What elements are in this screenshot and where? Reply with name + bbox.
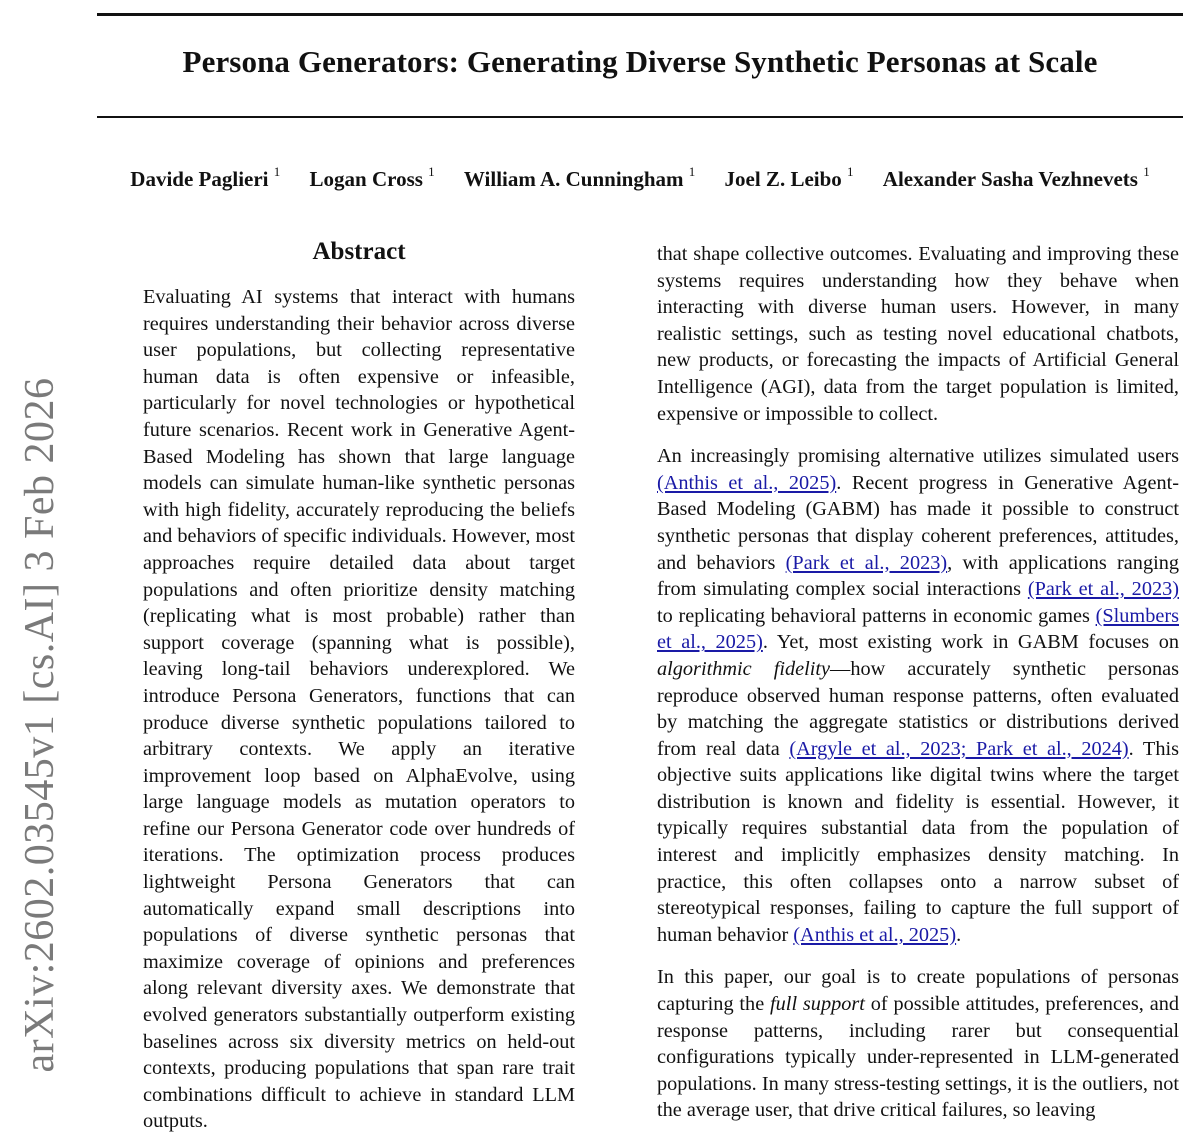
abstract-text: Evaluating AI systems that interact with humans requires understanding their behavior across diverse user populations, but collecting representative human data is often expensive or infeasible, particularly for novel technologies or hypothetical future scenarios. Recent work in Generative Agent-Based Modeling has shown that large language models can simulate human-like synthetic personas with high fidelity, accurately reproducing the beliefs and behaviors of specific individuals. However, most approaches require detailed data about target populations and often prioritize density matching (replicating what is most probable) rather than support coverage (spanning what is possible), leaving long-tail behaviors underexplored. We introduce Persona Generators, functions that can produce diverse synthetic populations tailored to arbitrary contexts. We apply an iterative improvement loop based on AlphaEvolve, using large language models as mutation operators to refine our Persona Generator code over hundreds of iterations. The optimization process produces lightweight Persona Generators that can automatically expand small descriptions into populations of diverse synthetic personas that maximize coverage of opinions and preferences along relevant diversity axes. We demonstrate that evolved generators substantially outperform existing baselines across six diversity metrics on held-out contexts, producing populations that span rare trait combinations difficult to achieve in standard LLM outputs. <box>143 286 575 1133</box>
citation-link[interactable]: (Park et al., 2023) <box>1027 578 1179 601</box>
body-paragraph-3: In this paper, our goal is to create populations of personas capturing the full support of possible attitudes, preferences, and response patterns, including rarer but consequential configurations typically under-represented in LLM-generated populations. In many stress-testing settings, it is the outliers, not the average user, that drive critical failures, so leaving <box>657 966 1179 1122</box>
citation-link[interactable]: (Slumbers et al., 2025) <box>657 604 1179 654</box>
citation-link[interactable]: (Anthis et al., 2025) <box>793 923 957 946</box>
author-list <box>97 166 1183 192</box>
body-paragraph-1: that shape collective outcomes. Evaluating and improving these systems requires understanding how they behave when interacting with diverse human users. However, in many realistic settings, such as testing novel educational chatbots, new products, or forecasting the impacts of Artificial General Intelligence (AGI), data from the target population is limited, expensive or impossible to collect. <box>657 243 1179 425</box>
body-paragraph-2: An increasingly promising alternative utilizes simulated users (Anthis et al., 2025). Recent progress in Generative Agent-Based Modeling (GABM) has made it possible to construct synthetic personas that display coherent preferences, attitudes, and behaviors (Park et al., 2023), with applications ranging from simulating complex social interactions (Park et al., 2023) to replicating behavioral patterns in economic games (Slumbers et al., 2025). Yet, most existing work in GABM focuses on algorithmic fidelity—how accurately synthetic personas reproduce observed human response patterns, often evaluated by matching the aggregate statistics or distributions derived from real data (Argyle et al., 2023; Park et al., 2024). This objective suits applications like digital twins where the target distribution is known and fidelity is essential. However, it typically requires substantial data from the population of interest and implicitly emphasizes density matching. In practice, this often collapses onto a narrow subset of stereotypical responses, failing to capture the full support of human behavior (Anthis et al., 2025). <box>657 445 1180 946</box>
citation-link[interactable]: (Park et al., 2023) <box>785 551 948 574</box>
author: Joel Z. Leibo $^1$ <box>724 164 854 191</box>
title-top-rule <box>97 13 1183 16</box>
citation-link[interactable]: (Argyle et al., 2023; Park et al., 2024) <box>789 737 1129 760</box>
author: Logan Cross $^1$ <box>309 164 435 191</box>
intro-column <box>657 241 1179 1140</box>
abstract-heading: Abstract <box>312 238 406 265</box>
citation-link[interactable]: (Anthis et al., 2025) <box>657 471 837 494</box>
author: Alexander Sasha Vezhnevets $^1$ <box>882 164 1150 191</box>
paper-title: Persona Generators: Generating Diverse Synthetic Personas at Scale <box>182 44 1098 79</box>
arxiv-identifier: arXiv:2602.03545v1 [cs.AI] 3 Feb 2026 <box>17 377 63 1073</box>
author: Davide Paglieri $^1$ <box>130 164 281 191</box>
author: William A. Cunningham $^1$ <box>463 164 696 191</box>
arxiv-sidebar <box>0 0 80 1146</box>
title-bottom-rule <box>97 116 1183 118</box>
